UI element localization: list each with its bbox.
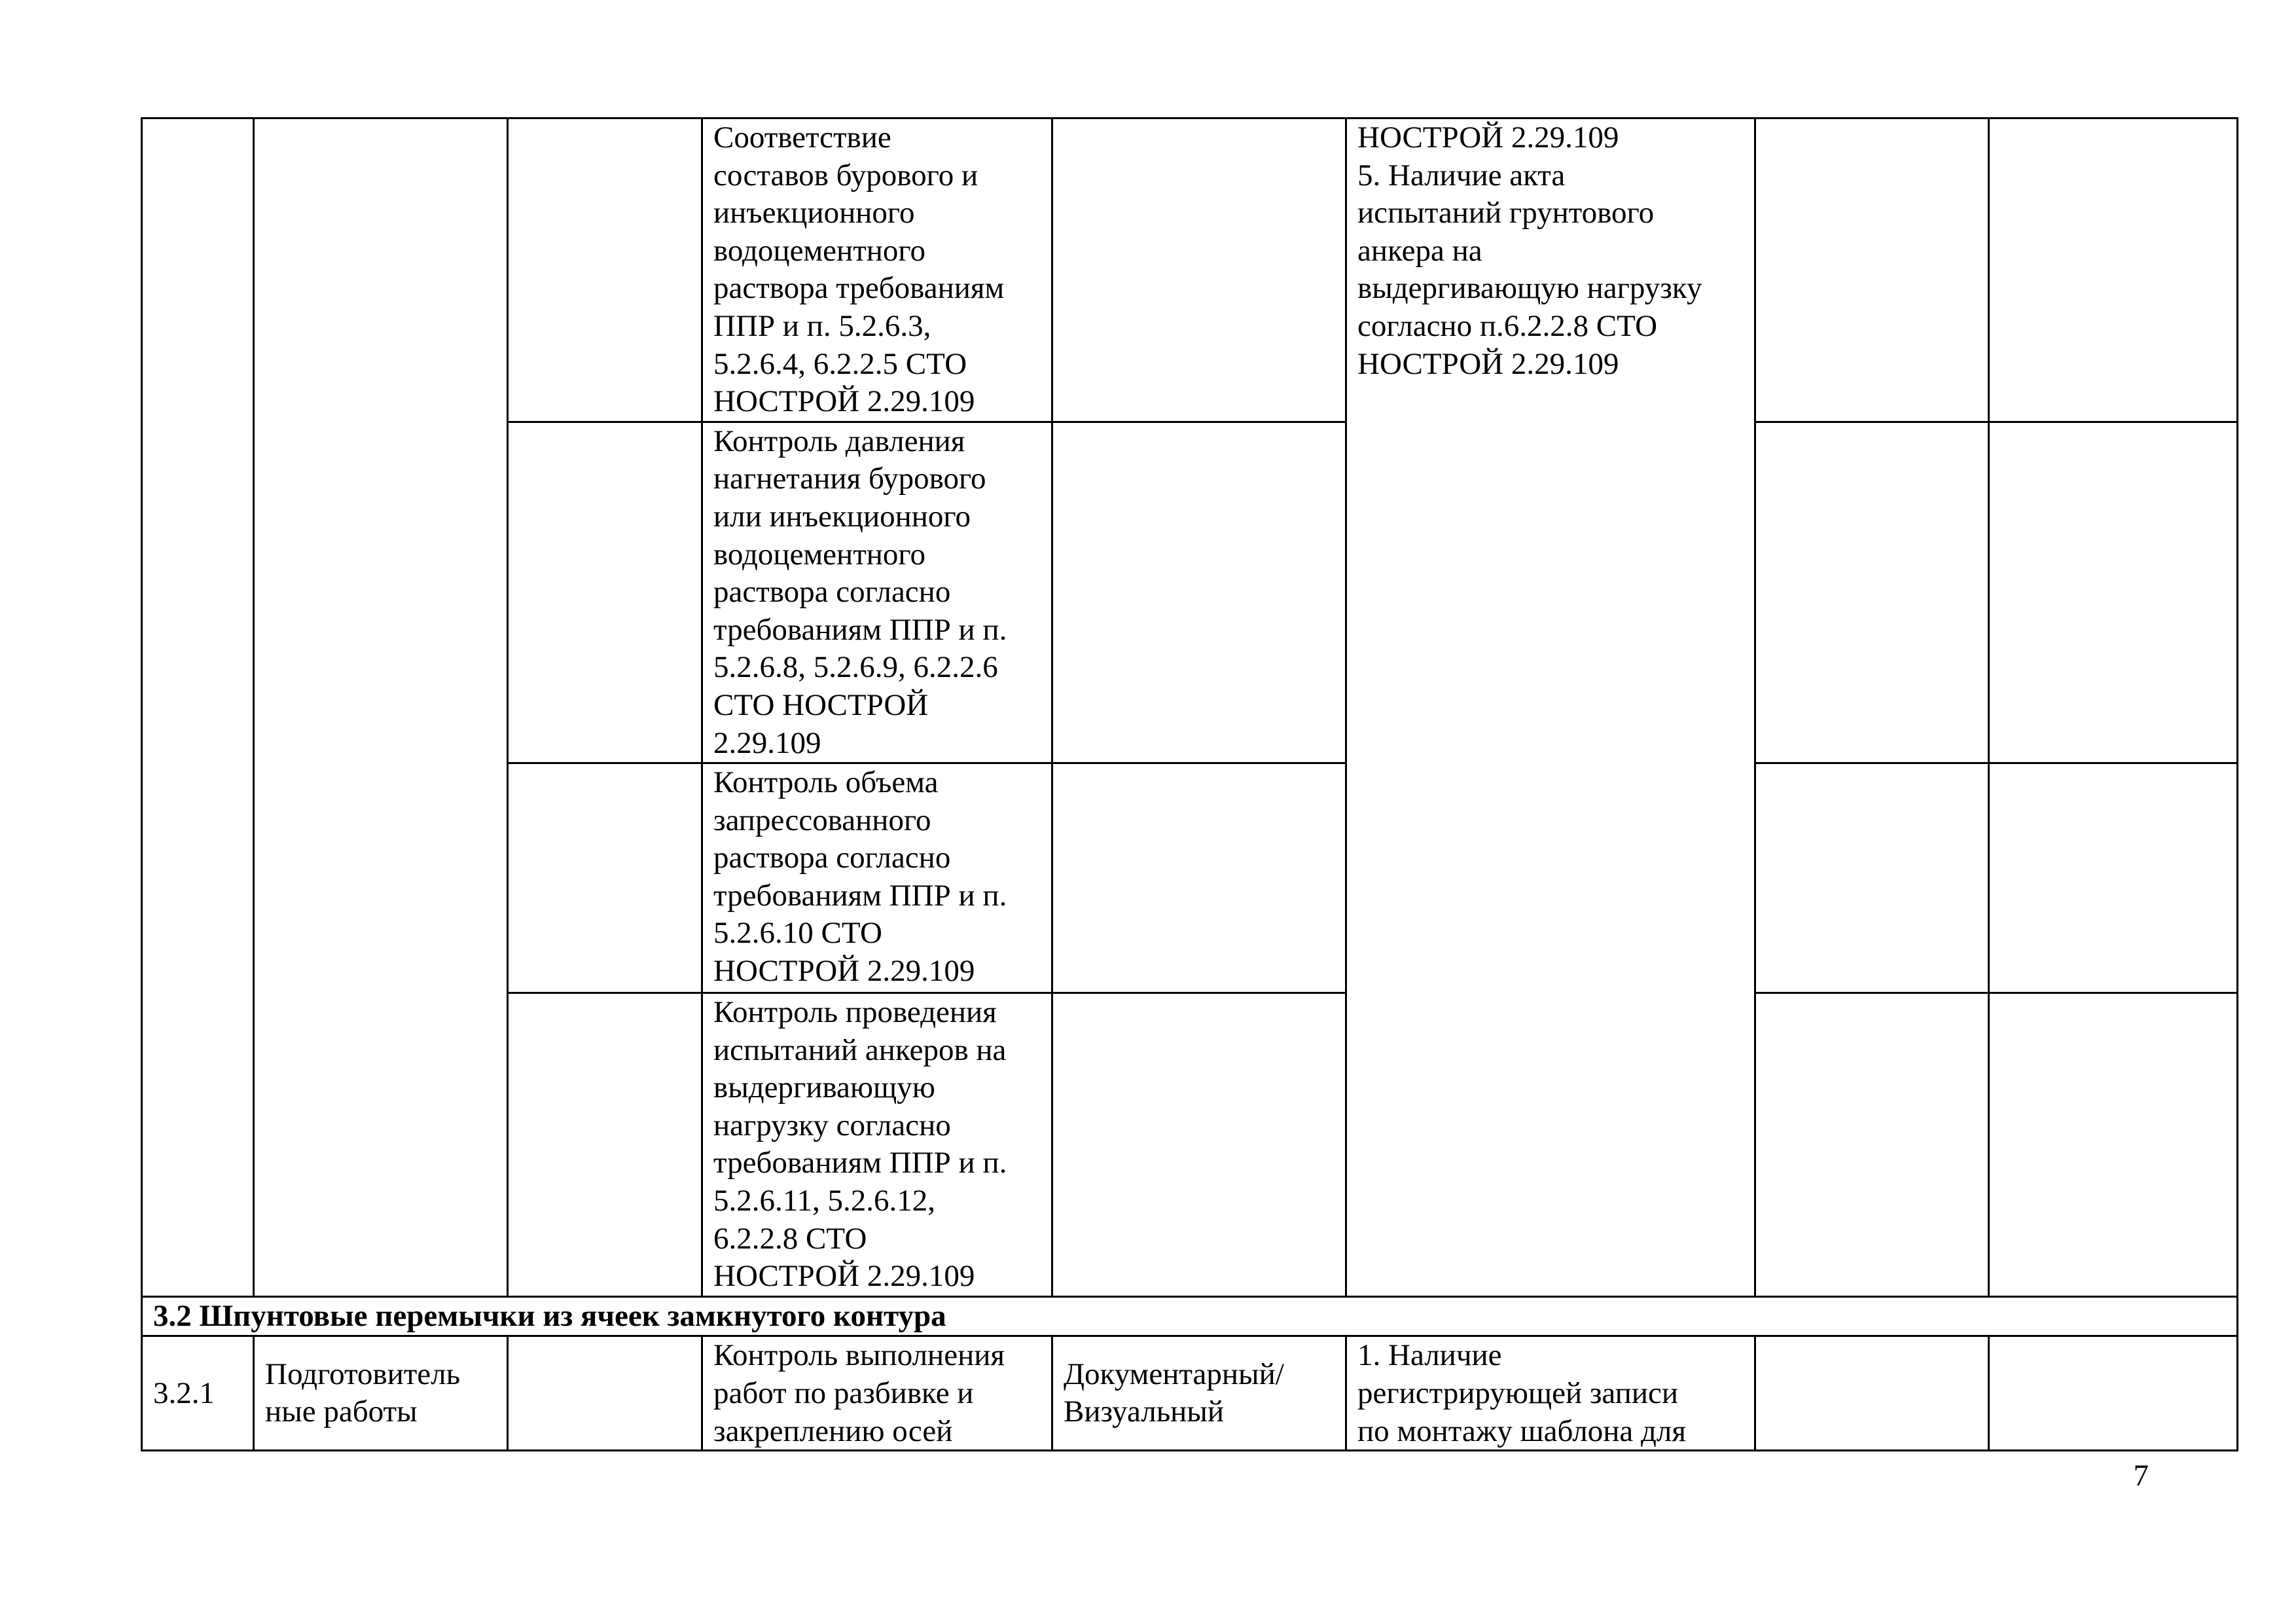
inspection-table [141, 117, 2238, 1451]
cell-number [142, 119, 254, 1297]
cell-method [1052, 993, 1346, 1297]
cell-method [1052, 1336, 1346, 1451]
cell-responsible [1755, 119, 1989, 422]
cell-method [1052, 422, 1346, 763]
cell-control-item [702, 119, 1052, 422]
cell-control-item [702, 993, 1052, 1297]
documents-text: 1. Наличие регистрирующей записи по монтажу шаблона для [1357, 1338, 1686, 1448]
cell-documents [1346, 1336, 1755, 1451]
control-item-text: Соответствие составов бурового и инъекционного водоцементного раствора требованиям ППР и п. 5.2.6.3, 5.2.6.4, 6.2.2.5 СТО НОСТРОЙ 2.29.109 [713, 120, 1005, 419]
cell-stage [254, 119, 508, 1297]
cell-responsible [1755, 1336, 1989, 1451]
table-row [142, 119, 2238, 422]
page-number: 7 [2133, 1459, 2149, 1493]
cell-notes [1989, 763, 2238, 993]
cell-object [508, 763, 702, 993]
section-heading: 3.2 Шпунтовые перемычки из ячеек замкнутого контура [142, 1296, 2238, 1336]
cell-control-item [702, 1336, 1052, 1451]
cell-notes [1989, 993, 2238, 1297]
cell-object [508, 1336, 702, 1451]
table-row [142, 1336, 2238, 1451]
cell-control-item [702, 763, 1052, 993]
cell-responsible [1755, 422, 1989, 763]
section-row [142, 1296, 2238, 1336]
cell-control-item [702, 422, 1052, 763]
cell-method [1052, 119, 1346, 422]
cell-object [508, 119, 702, 422]
control-item-text: Контроль проведения испытаний анкеров на выдергивающую нагрузку согласно требованиям ППР и п. 5.2.6.11, 5.2.6.12, 6.2.2.8 СТО НОСТРОЙ 2.29.109 [713, 995, 1007, 1294]
cell-notes [1989, 119, 2238, 422]
cell-documents [1346, 119, 1755, 1297]
cell-notes [1989, 1336, 2238, 1451]
control-item-text: Контроль давления нагнетания бурового или инъекционного водоцементного раствора согласно требованиям ППР и п. 5.2.6.8, 5.2.6.9, 6.2.2.6 СТО НОСТРОЙ 2.29.109 [713, 424, 1007, 760]
cell-stage [254, 1336, 508, 1451]
cell-object [508, 422, 702, 763]
documents-text: НОСТРОЙ 2.29.109 5. Наличие акта испытаний грунтового анкера на выдергивающую нагрузку согласно п.6.2.2.8 СТО НОСТРОЙ 2.29.109 [1357, 120, 1702, 381]
item-number: 3.2.1 [153, 1376, 215, 1410]
control-item-text: Контроль объема запрессованного раствора согласно требованиям ППР и п. 5.2.6.10 СТО НОСТРОЙ 2.29.109 [713, 765, 1007, 989]
stage-text: Подготовитель ные работы [265, 1357, 461, 1429]
cell-method [1052, 763, 1346, 993]
method-text: Документарный/ Визуальный [1064, 1357, 1284, 1429]
cell-number [142, 1336, 254, 1451]
control-item-text: Контроль выполнения работ по разбивке и закреплению осей [713, 1338, 1005, 1448]
cell-responsible [1755, 993, 1989, 1297]
cell-responsible [1755, 763, 1989, 993]
cell-notes [1989, 422, 2238, 763]
cell-object [508, 993, 702, 1297]
